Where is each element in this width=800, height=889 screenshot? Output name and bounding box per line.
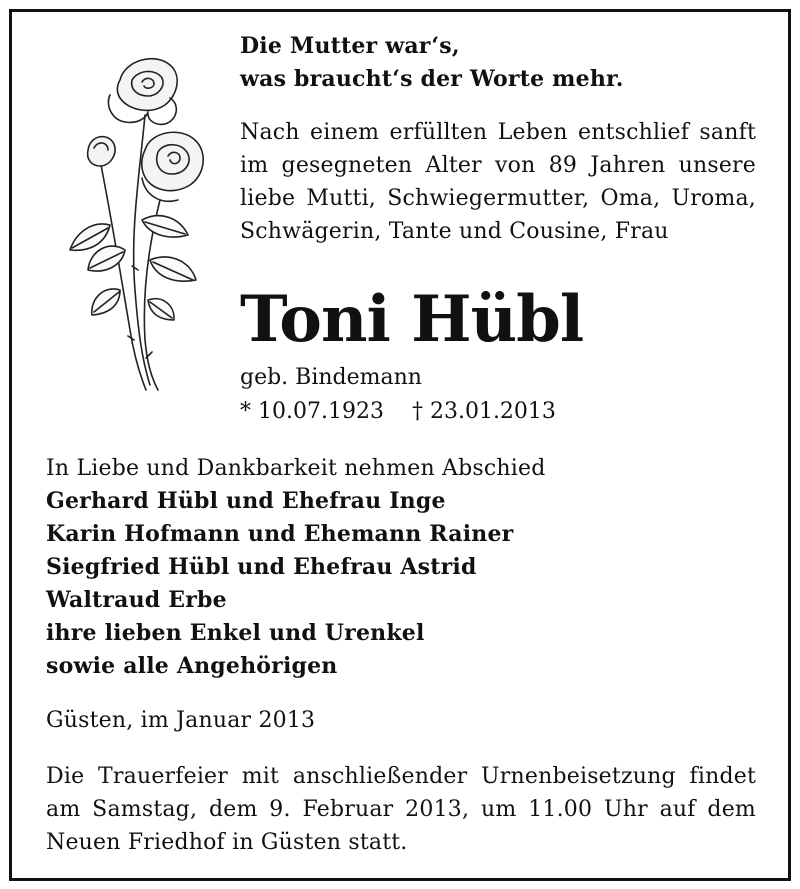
motto-line: was braucht‘s der Worte mehr. [240, 66, 624, 92]
mourner-entry: Karin Hofmann und Ehemann Rainer [46, 521, 514, 547]
mourner-entry: Gerhard Hübl und Ehefrau Inge [46, 488, 446, 514]
announcement-text: Nach einem erfüllten Leben entschlief sanft im gesegneten Alter von 89 Jahren unsere liebe Mutti, Schwiegermutter, Oma, Uroma, Schwägerin, Tante und Cousine, Frau [240, 120, 756, 244]
deceased-name: Toni Hübl [240, 282, 584, 357]
motto-line: Die Mutter war‘s, [240, 33, 460, 59]
birth-name: geb. Bindemann [240, 365, 422, 390]
birth-date: * 10.07.1923 [240, 399, 384, 424]
mourners-list [46, 485, 756, 683]
farewell-lead: In Liebe und Dankbarkeit nehmen Abschied [46, 456, 546, 481]
ceremony-details: Die Trauerfeier mit anschließender Urnenbeisetzung findet am Samstag, dem 9. Februar 2013, um 11.00 Uhr auf dem Neuen Friedhof in Güsten statt. [46, 764, 756, 855]
life-dates [240, 396, 756, 428]
mourner-entry: sowie alle Angehörigen [46, 653, 338, 679]
place-and-date: Güsten, im Januar 2013 [46, 708, 316, 733]
rose-illustration-icon [50, 40, 220, 400]
mourner-entry: Siegfried Hübl und Ehefrau Astrid [46, 554, 477, 580]
motto [240, 30, 756, 96]
death-date: † 23.01.2013 [411, 399, 556, 424]
mourner-entry: ihre lieben Enkel und Urenkel [46, 620, 425, 646]
farewell-block [46, 452, 756, 683]
mourner-entry: Waltraud Erbe [46, 587, 227, 613]
